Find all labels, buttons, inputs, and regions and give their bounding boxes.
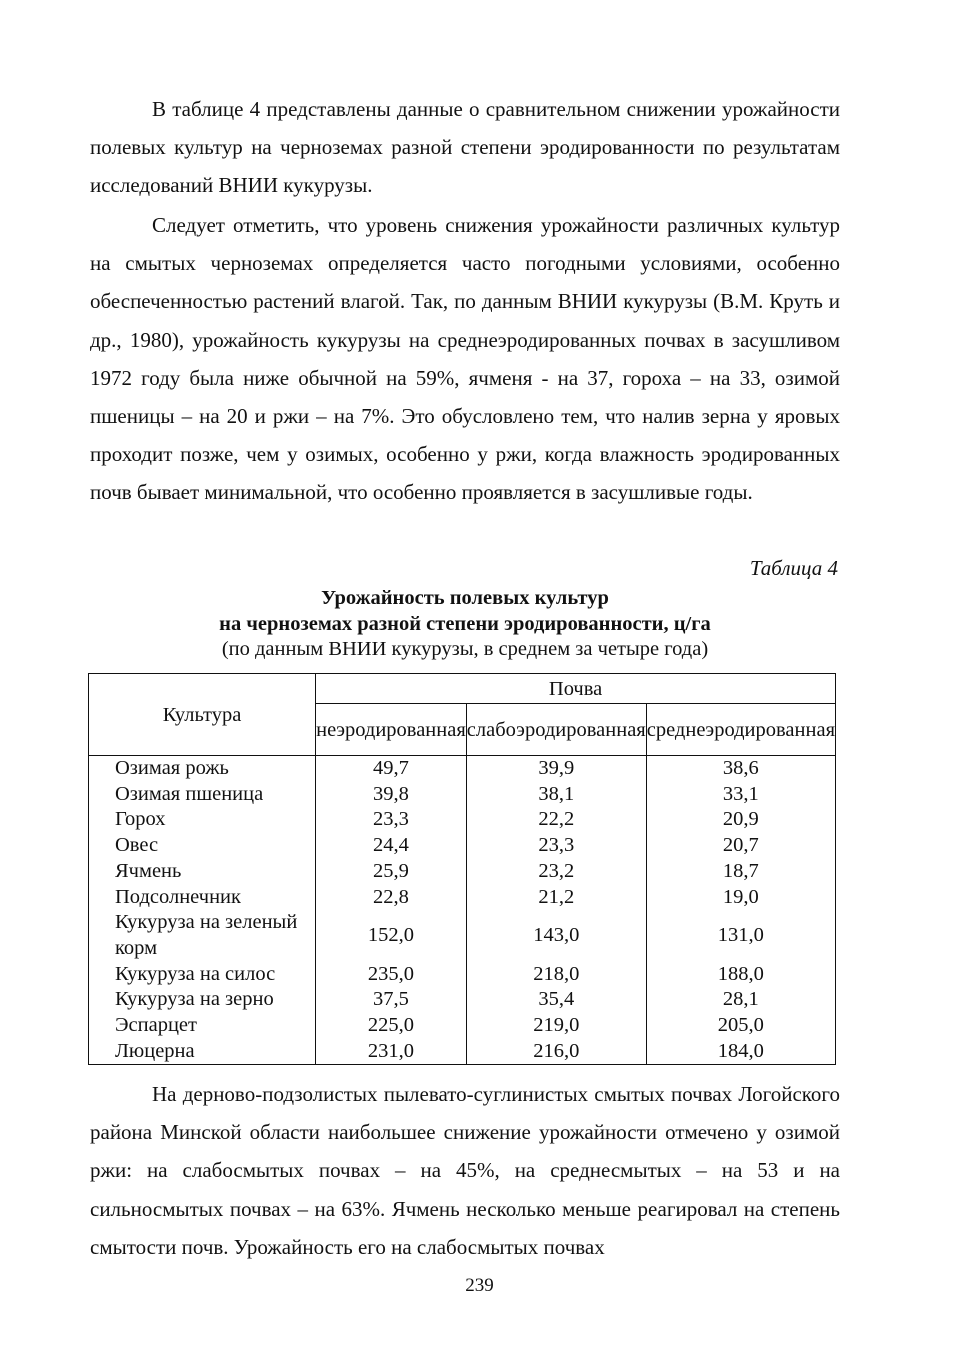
sod-podzolic-paragraph: На дерново-подзолистых пылевато-суглинистых смытых почвах Логойского района Минской области наибольшее снижение урожайности отмечено у озимой ржи: на слабосмытых почвах – на 45%, на среднесмытых – на 53 и на сильносмытых почвах – на 63%. Ячмень несколько меньше реагировал на степень смытости почв. Урожайность его на слабосмытых почвах bbox=[90, 1082, 840, 1259]
table-row bbox=[89, 1039, 836, 1065]
table-row bbox=[89, 910, 836, 961]
row-culture-name: Эспарцет bbox=[89, 1013, 316, 1039]
row-uneroded-value: 152,0 bbox=[316, 910, 467, 961]
header-slightly-eroded: слабоэродированная bbox=[466, 704, 646, 756]
table-body bbox=[89, 756, 836, 1065]
row-uneroded-value: 22,8 bbox=[316, 885, 467, 911]
row-culture-name: Люцерна bbox=[89, 1039, 316, 1065]
row-uneroded-value: 37,5 bbox=[316, 987, 467, 1013]
row-slightly-eroded-value: 143,0 bbox=[466, 910, 646, 961]
row-uneroded-value: 24,4 bbox=[316, 833, 467, 859]
table-row bbox=[89, 807, 836, 833]
header-moderately-eroded: среднеэродированная bbox=[646, 704, 835, 756]
row-uneroded-value: 25,9 bbox=[316, 859, 467, 885]
weather-paragraph: Следует отметить, что уровень снижения урожайности различных культур на смытых черноземах определяется часто погодными условиями, особенно обеспеченностью растений влагой. Так, по данным ВНИИ кукурузы (В.М. Круть и др., 1980), урожайность кукурузы на среднеэродированных почвах в засушливом 1972 году была ниже обычной на 59%, ячменя - на 37, гороха – на 33, озимой пшеницы – на 20 и ржи – на 7%. Это обусловлено тем, что налив зерна у яровых проходит позже, чем у озимых, особенно у ржи, когда влажность эродированных почв бывает минимальной, что особенно проявляется в засушливые годы. bbox=[90, 213, 840, 505]
table-label: Таблица 4 bbox=[749, 556, 838, 580]
header-culture: Культура bbox=[89, 674, 316, 756]
row-uneroded-value: 225,0 bbox=[316, 1013, 467, 1039]
page-number: 239 bbox=[465, 1275, 494, 1296]
row-moderately-eroded-value: 33,1 bbox=[646, 782, 835, 808]
table-subtitle: (по данным ВНИИ кукурузы, в среднем за четыре года) bbox=[221, 638, 709, 660]
row-slightly-eroded-value: 218,0 bbox=[466, 962, 646, 988]
row-moderately-eroded-value: 18,7 bbox=[646, 859, 835, 885]
yield-table bbox=[88, 673, 836, 1065]
row-moderately-eroded-value: 38,6 bbox=[646, 756, 835, 782]
row-culture-name: Кукуруза на зеленый корм bbox=[89, 910, 316, 961]
table-row bbox=[89, 885, 836, 911]
row-slightly-eroded-value: 23,2 bbox=[466, 859, 646, 885]
row-culture-name: Кукуруза на силос bbox=[89, 962, 316, 988]
row-uneroded-value: 49,7 bbox=[316, 756, 467, 782]
table-row bbox=[89, 859, 836, 885]
table-row bbox=[89, 833, 836, 859]
row-slightly-eroded-value: 22,2 bbox=[466, 807, 646, 833]
table-title-line1: Урожайность полевых культур bbox=[321, 587, 609, 609]
row-uneroded-value: 231,0 bbox=[316, 1039, 467, 1065]
table-row bbox=[89, 987, 836, 1013]
row-slightly-eroded-value: 38,1 bbox=[466, 782, 646, 808]
row-moderately-eroded-value: 20,9 bbox=[646, 807, 835, 833]
row-culture-name: Кукуруза на зерно bbox=[89, 987, 316, 1013]
row-culture-name: Озимая рожь bbox=[89, 756, 316, 782]
table-row bbox=[89, 756, 836, 782]
row-moderately-eroded-value: 19,0 bbox=[646, 885, 835, 911]
row-moderately-eroded-value: 131,0 bbox=[646, 910, 835, 961]
row-uneroded-value: 235,0 bbox=[316, 962, 467, 988]
row-slightly-eroded-value: 216,0 bbox=[466, 1039, 646, 1065]
row-culture-name: Подсолнечник bbox=[89, 885, 316, 911]
row-moderately-eroded-value: 205,0 bbox=[646, 1013, 835, 1039]
header-uneroded: неэродированная bbox=[316, 704, 467, 756]
row-slightly-eroded-value: 21,2 bbox=[466, 885, 646, 911]
row-moderately-eroded-value: 188,0 bbox=[646, 962, 835, 988]
row-slightly-eroded-value: 23,3 bbox=[466, 833, 646, 859]
row-culture-name: Овес bbox=[89, 833, 316, 859]
row-moderately-eroded-value: 184,0 bbox=[646, 1039, 835, 1065]
row-uneroded-value: 39,8 bbox=[316, 782, 467, 808]
row-culture-name: Ячмень bbox=[89, 859, 316, 885]
table-row bbox=[89, 962, 836, 988]
row-slightly-eroded-value: 39,9 bbox=[466, 756, 646, 782]
row-slightly-eroded-value: 35,4 bbox=[466, 987, 646, 1013]
row-moderately-eroded-value: 28,1 bbox=[646, 987, 835, 1013]
row-slightly-eroded-value: 219,0 bbox=[466, 1013, 646, 1039]
table-row bbox=[89, 782, 836, 808]
row-moderately-eroded-value: 20,7 bbox=[646, 833, 835, 859]
table-row bbox=[89, 1013, 836, 1039]
table-title-line2: на черноземах разной степени эродированности, ц/га bbox=[219, 613, 711, 635]
row-uneroded-value: 23,3 bbox=[316, 807, 467, 833]
intro-paragraph: В таблице 4 представлены данные о сравнительном снижении урожайности полевых культур на черноземах разной степени эродированности по результатам исследований ВНИИ кукурузы. bbox=[90, 97, 840, 198]
row-culture-name: Горох bbox=[89, 807, 316, 833]
header-soil: Почва bbox=[316, 674, 836, 704]
row-culture-name: Озимая пшеница bbox=[89, 782, 316, 808]
